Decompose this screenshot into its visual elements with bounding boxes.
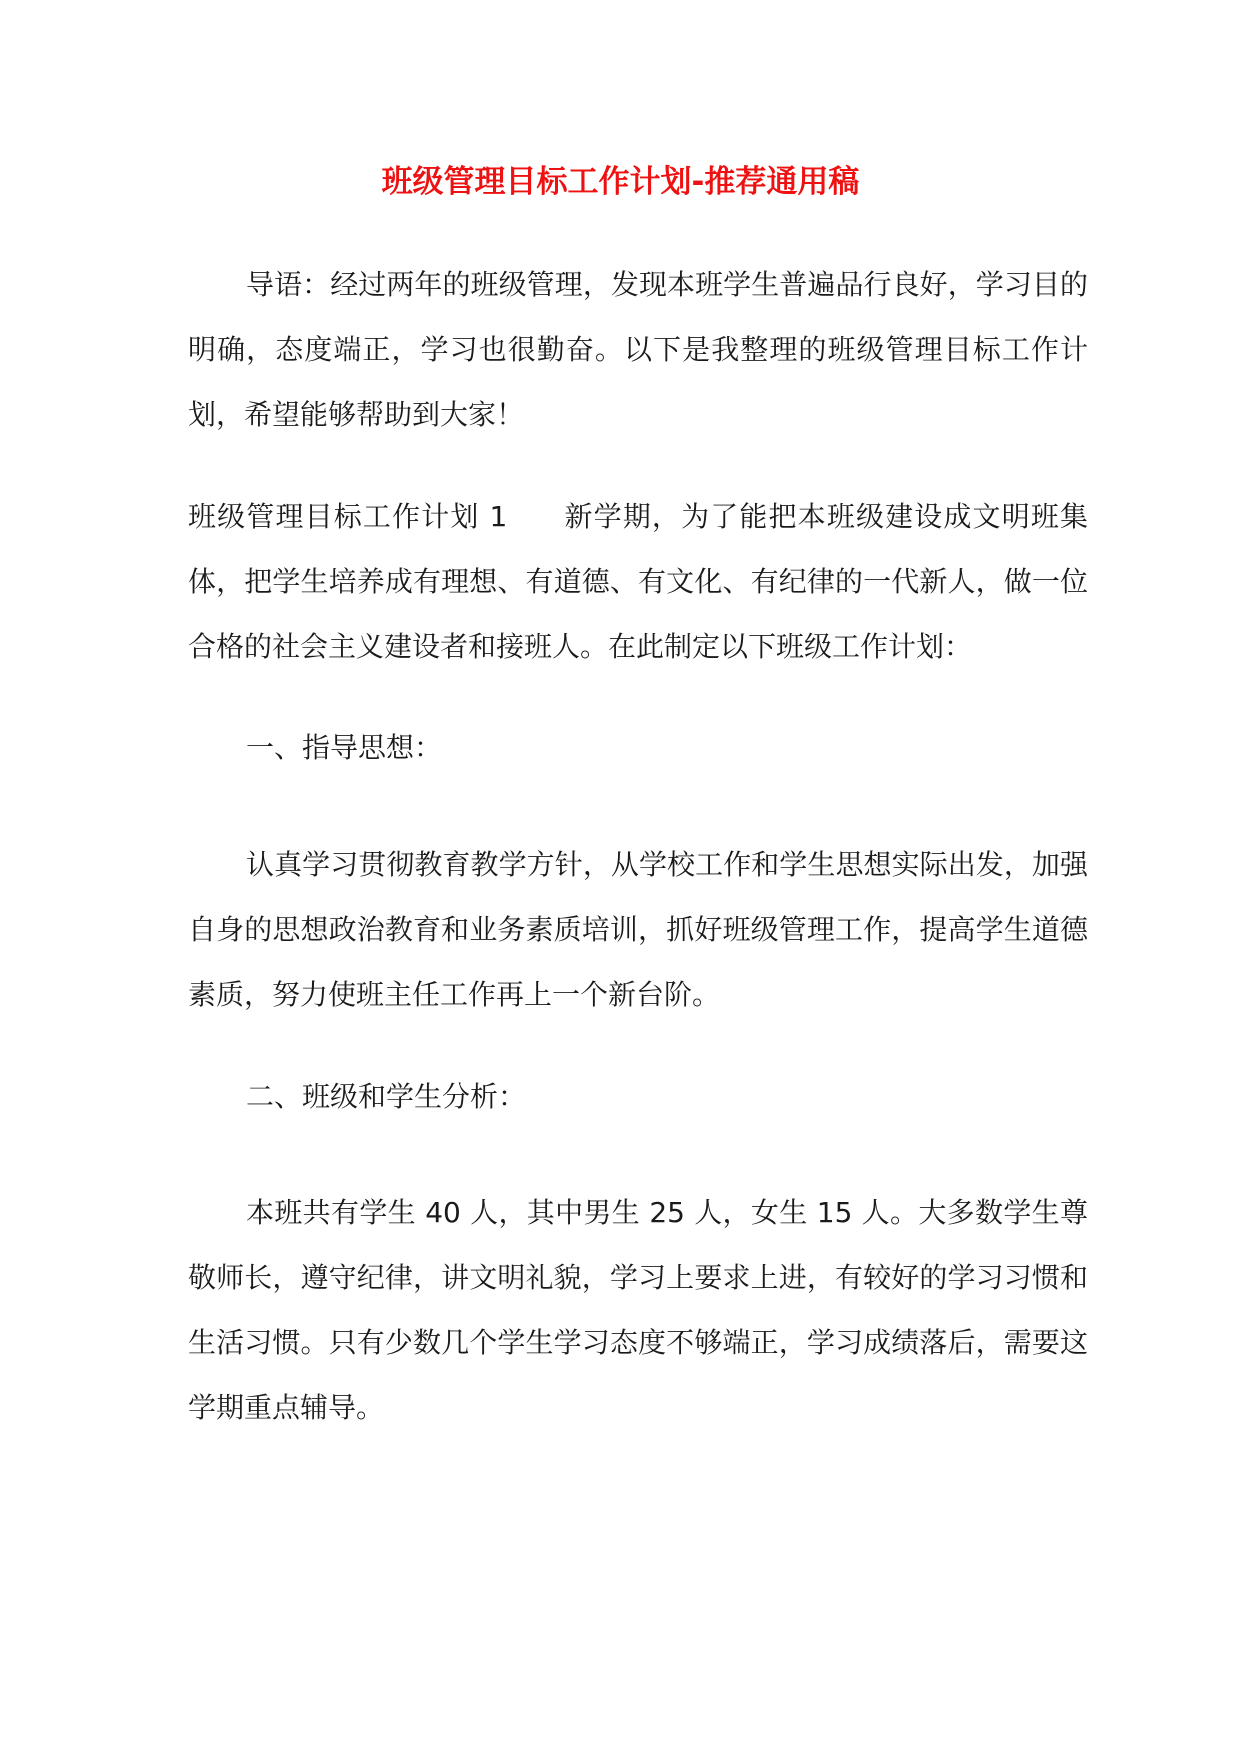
section1-heading: 一、指导思想： [246,731,443,764]
plan-heading: 班级管理目标工作计划 1 [188,500,508,533]
plan-text: 新学期，为了能把本班级建设成文明班集体，把学生培养成有理想、有道德、有文化、有纪律的一代新人，做一位合格的社会主义建设者和接班人。在此制定以下班级工作计划： [188,500,1088,663]
section2-heading: 二、班级和学生分析： [246,1080,527,1113]
plan-paragraph [188,484,1088,679]
intro-paragraph: 导语：经过两年的班级管理，发现本班学生普遍品行良好，学习目的明确，态度端正，学习也很勤奋。以下是我整理的班级管理目标工作计划，希望能够帮助到大家！ [188,268,1088,431]
document-title: 班级管理目标工作计划-推荐通用稿 [381,164,860,200]
section2-paragraph: 本班共有学生 40 人，其中男生 25 人，女生 15 人。大多数学生尊敬师长，遵守纪律，讲文明礼貌，学习上要求上进，有较好的学习习惯和生活习惯。只有少数几个学生学习态度不够端正，学习成绩落后，需要这学期重点辅导。 [188,1196,1088,1424]
section1-paragraph: 认真学习贯彻教育教学方针，从学校工作和学生思想实际出发，加强自身的思想政治教育和业务素质培训，抓好班级管理工作，提高学生道德素质，努力使班主任工作再上一个新台阶。 [188,848,1088,1011]
